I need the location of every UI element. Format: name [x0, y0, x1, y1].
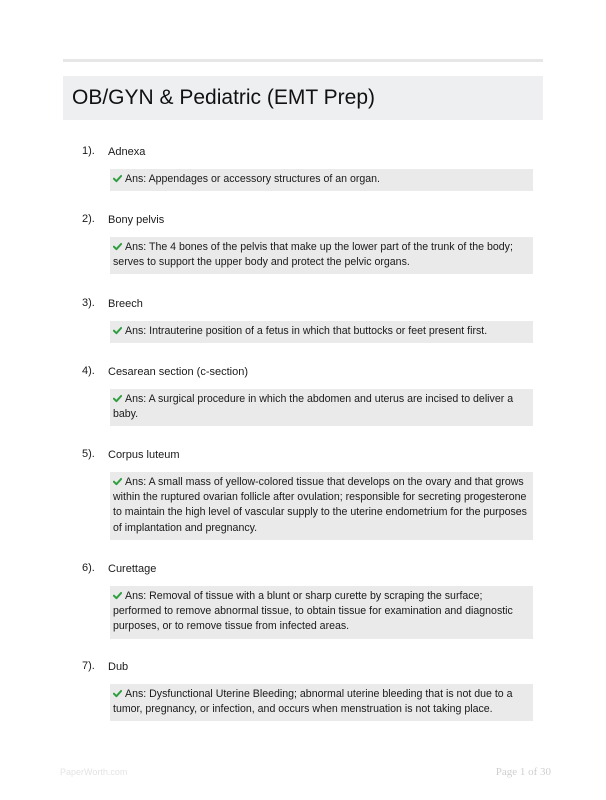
- question-term: Bony pelvis: [108, 214, 165, 226]
- answer-prefix: Ans:: [125, 173, 147, 185]
- answer-box: [110, 389, 533, 426]
- answer-box: [110, 169, 533, 191]
- footer-watermark: PaperWorth.com: [60, 767, 128, 777]
- answer-box: [110, 472, 533, 540]
- answer-box: [110, 684, 533, 721]
- answer-box: [110, 586, 533, 639]
- answer-text: Appendages or accessory structures of an organ.: [148, 173, 380, 185]
- answer-prefix: Ans:: [125, 241, 147, 253]
- answer-text: The 4 bones of the pelvis that make up the lower part of the trunk of the body; serves to support the upper body and protect the pelvic organs.: [113, 241, 513, 269]
- answer-box: [110, 321, 533, 343]
- answer-prefix: Ans:: [125, 476, 147, 488]
- check-icon: [113, 591, 122, 600]
- answer-text: A surgical procedure in which the abdomen and uterus are incised to deliver a baby.: [113, 393, 514, 421]
- title-banner: [63, 76, 543, 120]
- question-item: [82, 561, 535, 639]
- answer-text: Dysfunctional Uterine Bleeding; abnormal uterine bleeding that is not due to a tumor, pregnancy, or infection, and occurs when menstruation is not taking place.: [113, 688, 513, 716]
- top-divider: [63, 59, 543, 62]
- question-term: Cesarean section (c-section): [108, 366, 249, 378]
- page-title: OB/GYN & Pediatric (EMT Prep): [72, 86, 376, 109]
- answer-prefix: Ans:: [125, 393, 147, 405]
- question-number: 4).: [82, 365, 95, 377]
- question-term: Corpus luteum: [108, 449, 180, 461]
- question-term: Breech: [108, 298, 143, 310]
- check-icon: [113, 174, 122, 183]
- question-number: 7).: [82, 660, 95, 672]
- check-icon: [113, 477, 122, 486]
- question-number: 3).: [82, 297, 95, 309]
- check-icon: [113, 689, 122, 698]
- question-term: Dub: [108, 661, 129, 673]
- question-term: Curettage: [108, 563, 157, 575]
- question-number: 1).: [82, 145, 95, 157]
- answer-text: A small mass of yellow-colored tissue that develops on the ovary and that grows within the ruptured ovarian follicle after ovulation; responsible for secreting progesterone to maintain the high level of vascular supply to the uterine endometrium for the purposes of implantation and pregnancy.: [113, 476, 527, 534]
- answer-prefix: Ans:: [125, 590, 147, 602]
- question-number: 6).: [82, 562, 95, 574]
- question-item: [82, 296, 535, 343]
- page-number: Page 1 of 30: [495, 766, 551, 778]
- answer-prefix: Ans:: [125, 688, 147, 700]
- question-number: 2).: [82, 213, 95, 225]
- answer-text: Intrauterine position of a fetus in which that buttocks or feet present first.: [149, 325, 488, 337]
- answer-text: Removal of tissue with a blunt or sharp curette by scraping the surface; performed to remove abnormal tissue, to obtain tissue for examination and diagnostic purposes, or to remove tissue from infected areas.: [113, 590, 513, 633]
- question-item: [82, 212, 535, 274]
- question-number: 5).: [82, 448, 95, 460]
- check-icon: [113, 242, 122, 251]
- question-term: Adnexa: [108, 146, 146, 158]
- question-item: [82, 144, 535, 191]
- answer-box: [110, 237, 533, 274]
- question-item: [82, 659, 535, 721]
- answer-prefix: Ans:: [125, 325, 147, 337]
- question-item: [82, 447, 535, 540]
- check-icon: [113, 394, 122, 403]
- question-item: [82, 364, 535, 426]
- check-icon: [113, 326, 122, 335]
